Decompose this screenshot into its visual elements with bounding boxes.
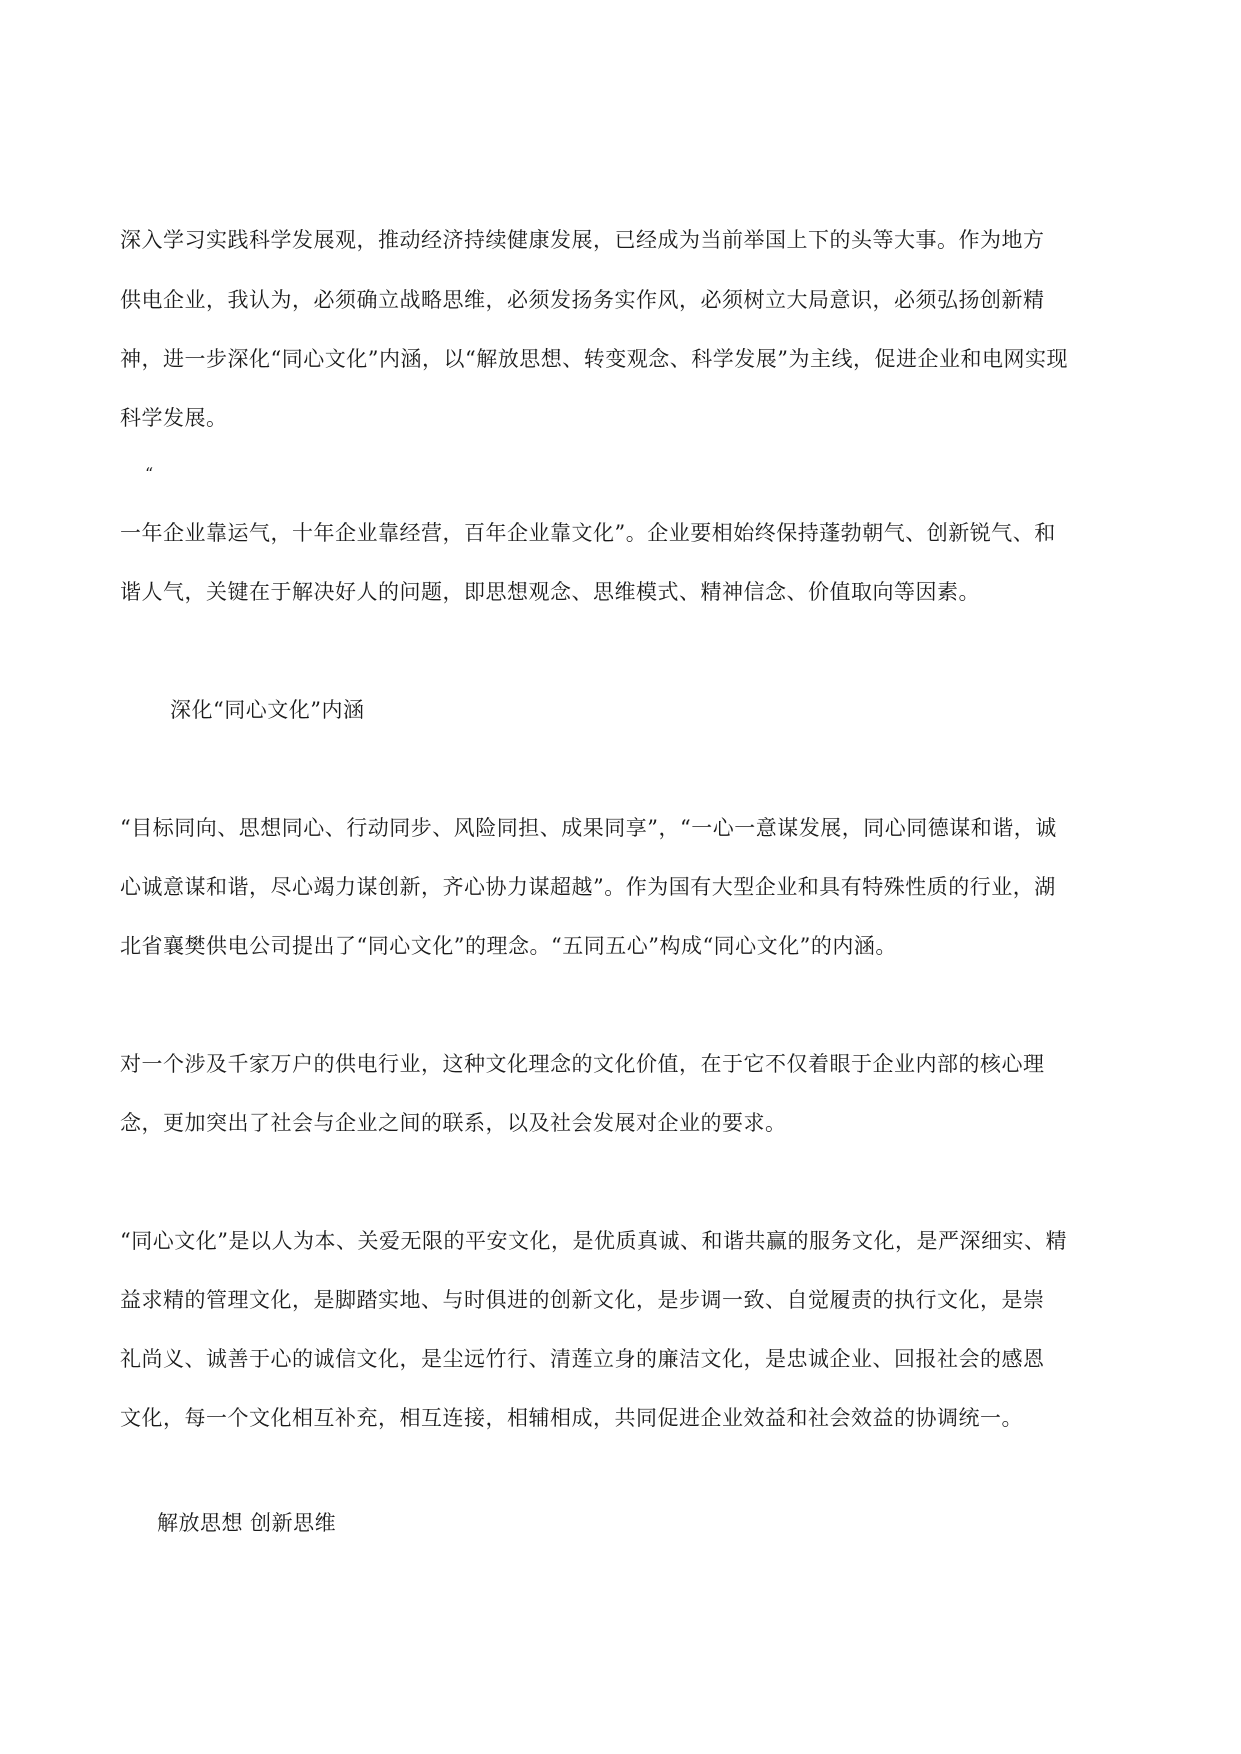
section-heading-1: 深化“同心文化”内涵 [170, 698, 365, 722]
paragraph-1-line-2: 供电企业，我认为，必须确立战略思维，必须发扬务实作风，必须树立大局意识，必须弘扬创新精 [120, 288, 1045, 312]
paragraph-1-line-4: 科学发展。 [120, 406, 228, 430]
paragraph-4-line-1: 对一个涉及千家万户的供电行业，这种文化理念的文化价值，在于它不仅着眼于企业内部的核心理 [120, 1052, 1045, 1076]
paragraph-1-line-3: 神，进一步深化“同心文化”内涵，以“解放思想、转变观念、科学发展”为主线，促进企业和电网实现 [120, 347, 1068, 371]
paragraph-5-line-4: 文化，每一个文化相互补充，相互连接，相辅相成，共同促进企业效益和社会效益的协调统一。 [120, 1406, 1023, 1430]
section-heading-2: 解放思想 创新思维 [157, 1511, 337, 1535]
paragraph-2-line-2: 谐人气，关键在于解决好人的问题，即思想观念、思维模式、精神信念、价值取向等因素。 [120, 580, 980, 604]
paragraph-2-line-1: 一年企业靠运气，十年企业靠经营，百年企业靠文化”。企业要相始终保持蓬勃朝气、创新锐气、和 [120, 521, 1056, 545]
paragraph-4-line-2: 念，更加突出了社会与企业之间的联系，以及社会发展对企业的要求。 [120, 1111, 787, 1135]
paragraph-1-line-1: 深入学习实践科学发展观，推动经济持续健康发展，已经成为当前举国上下的头等大事。作为地方 [120, 228, 1045, 252]
paragraph-5-line-2: 益求精的管理文化，是脚踏实地、与时俱进的创新文化，是步调一致、自觉履责的执行文化，是崇 [120, 1288, 1045, 1312]
paragraph-3-line-2: 心诚意谋和谐，尽心竭力谋创新，齐心协力谋超越”。作为国有大型企业和具有特殊性质的行业，湖 [120, 875, 1056, 899]
paragraph-3-line-3: 北省襄樊供电公司提出了“同心文化”的理念。“五同五心”构成“同心文化”的内涵。 [120, 934, 897, 958]
paragraph-5-line-3: 礼尚义、诚善于心的诚信文化，是尘远竹行、清莲立身的廉洁文化，是忠诚企业、回报社会的感恩 [120, 1347, 1045, 1371]
quote-mark: “ [145, 464, 154, 483]
paragraph-3-line-1: “目标同向、思想同心、行动同步、风险同担、成果同享”，“一心一意谋发展，同心同德谋和谐，诚 [120, 816, 1057, 840]
paragraph-5-line-1: “同心文化”是以人为本、关爱无限的平安文化，是优质真诚、和谐共赢的服务文化，是严深细实、精 [120, 1229, 1067, 1253]
